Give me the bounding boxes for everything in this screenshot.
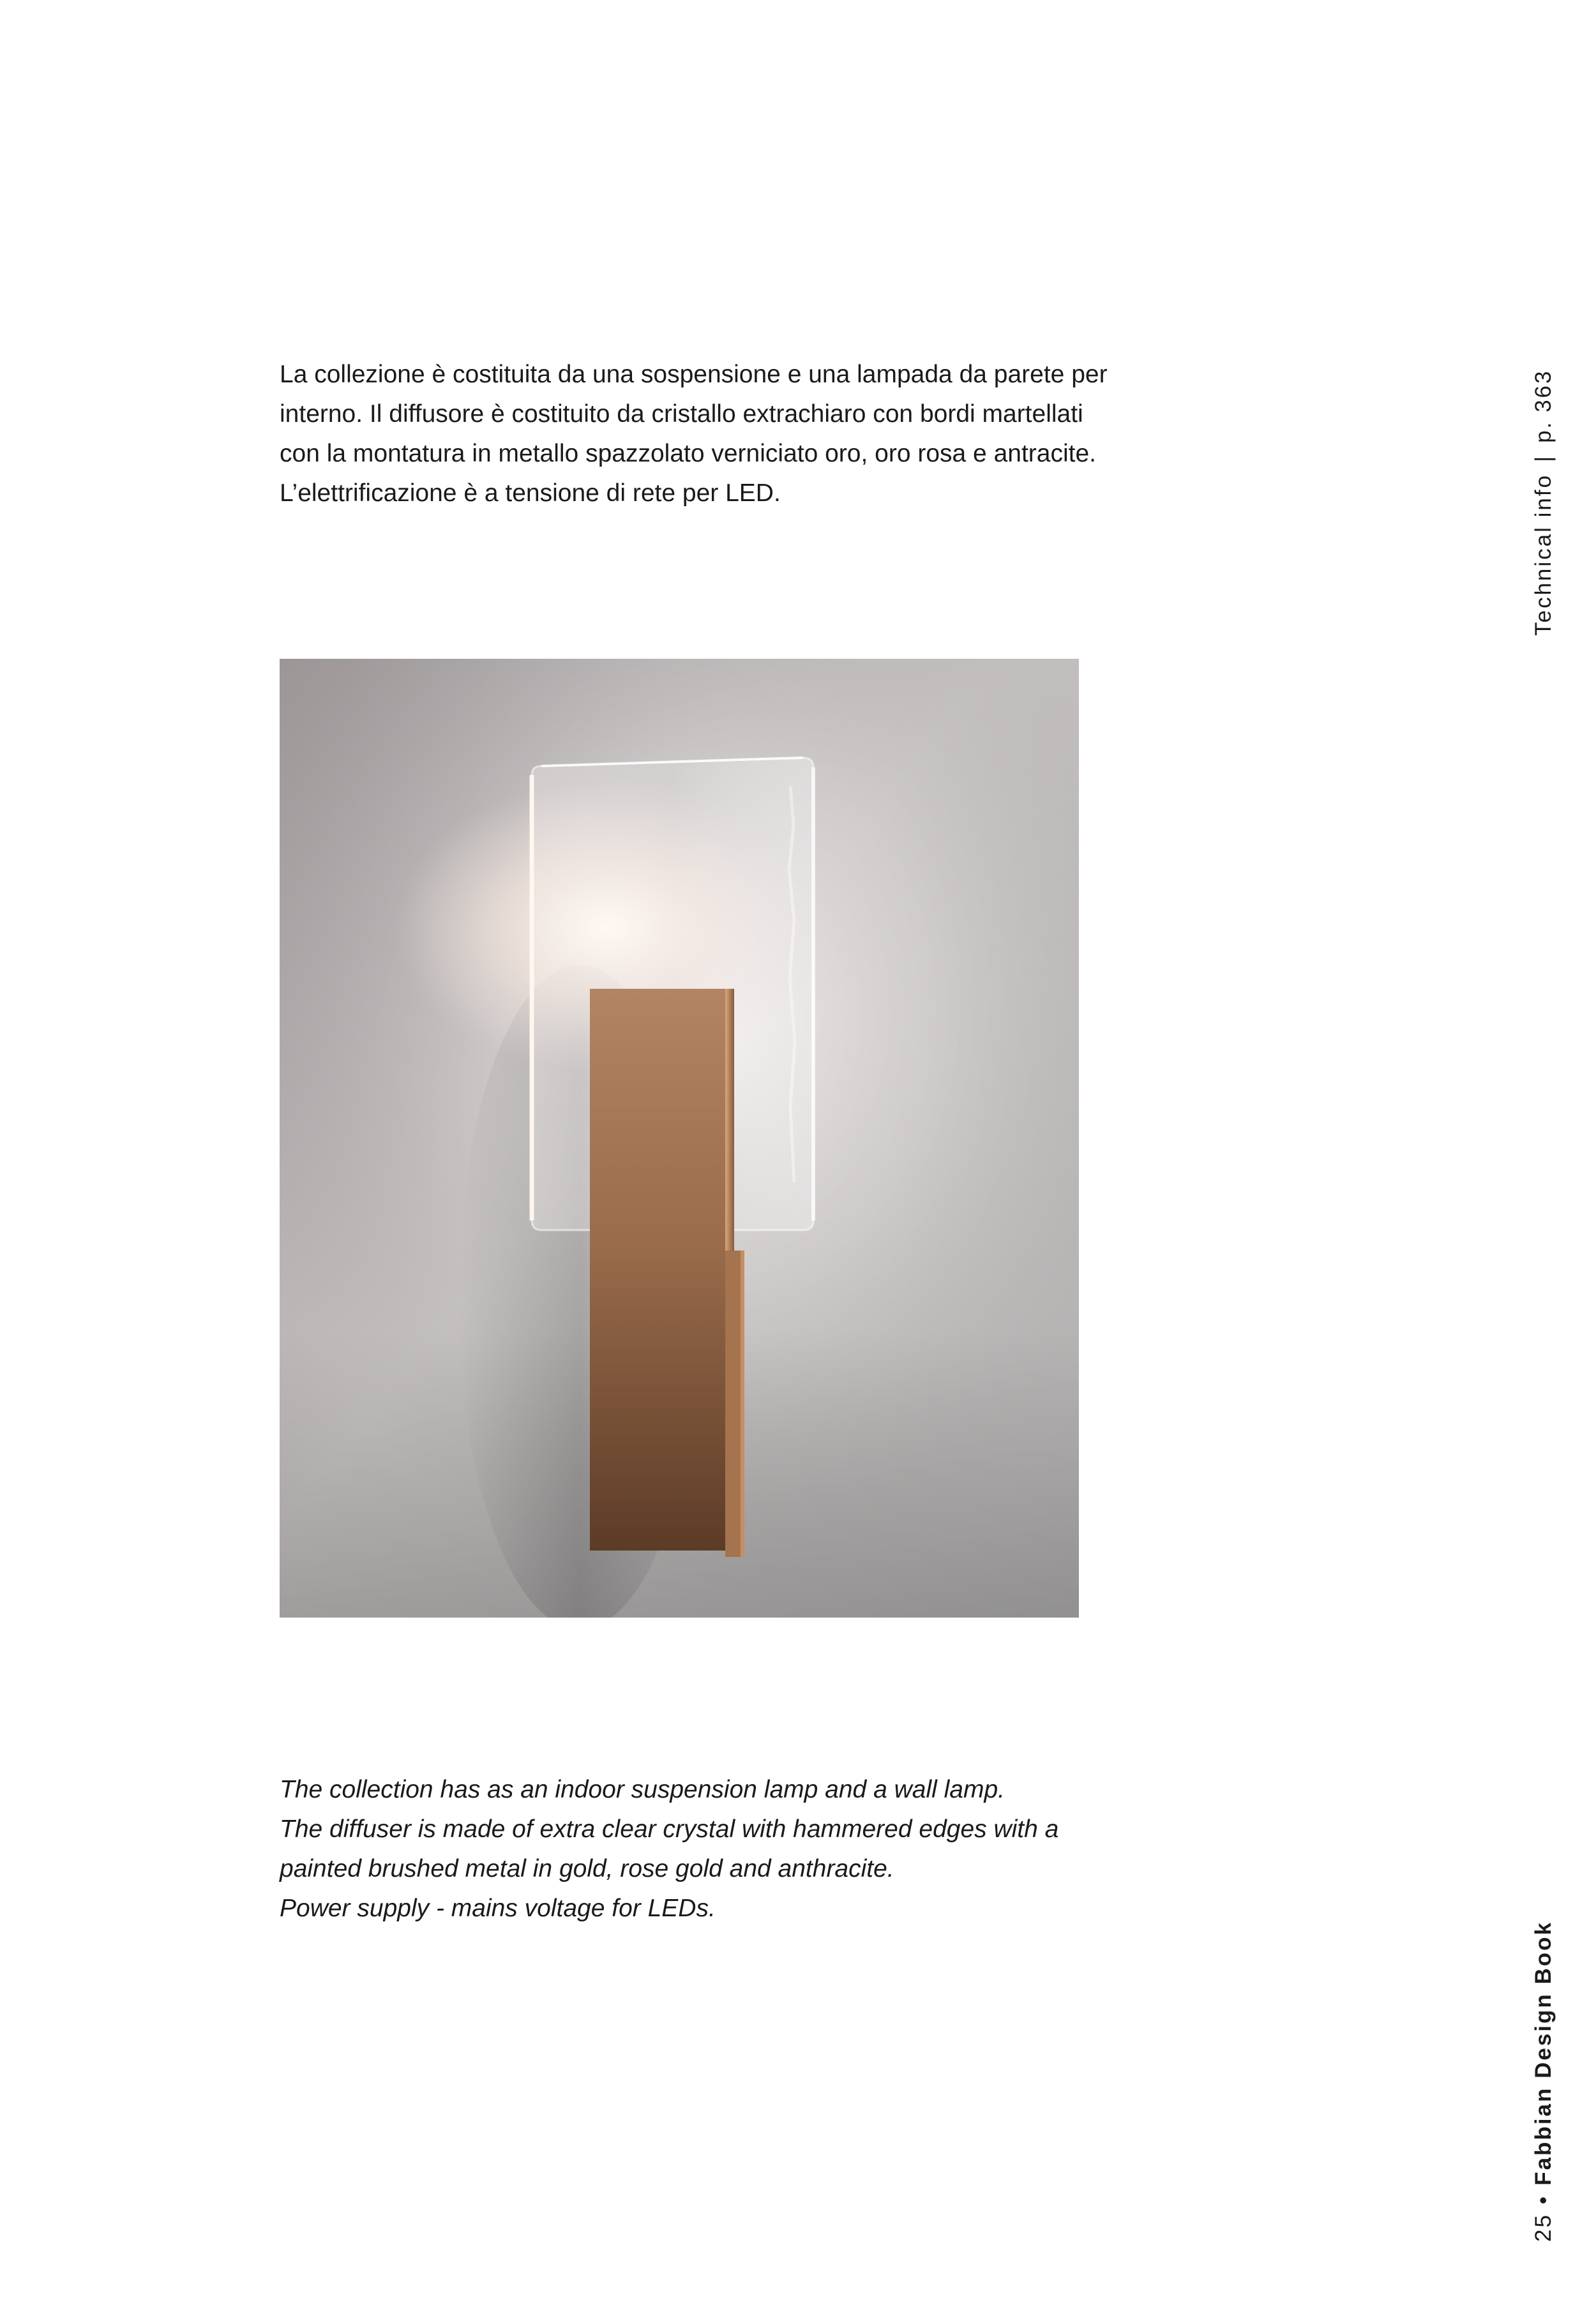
italian-line-2: interno. Il diffusore è costituito da cristallo extrachiaro con bordi martellati	[280, 400, 1083, 428]
english-line-3: painted brushed metal in gold, rose gold and anthracite.	[280, 1855, 894, 1882]
metal-mount-front	[590, 989, 725, 1551]
page-number: 25	[1531, 2213, 1556, 2242]
footer-bullet: •	[1531, 2194, 1556, 2205]
english-line-1: The collection has as an indoor suspension lamp and a wall lamp.	[280, 1776, 1005, 1803]
metal-mount-side-lower-edge	[741, 1251, 744, 1557]
english-line-4: Power supply - mains voltage for LEDs.	[280, 1895, 716, 1922]
page-footer	[1531, 1921, 1556, 2242]
english-description	[280, 1770, 1173, 1928]
technical-info-header	[1531, 370, 1556, 636]
wall-lamp-photo	[280, 659, 1079, 1618]
header-separator: |	[1531, 454, 1556, 462]
italian-line-1: La collezione è costituita da una sospensione e una lampada da parete per	[280, 361, 1108, 388]
metal-mount-side-lower	[725, 1251, 743, 1557]
italian-line-3: con la montatura in metallo spazzolato verniciato oro, oro rosa e antracite.	[280, 440, 1097, 467]
metal-mount-side-upper	[725, 989, 734, 1251]
english-line-2: The diffuser is made of extra clear crystal with hammered edges with a	[280, 1815, 1059, 1843]
section-label: Technical info	[1531, 473, 1556, 636]
italian-description	[280, 355, 1173, 513]
italian-line-4: L’elettrificazione è a tensione di rete per LED.	[280, 479, 781, 507]
brand-title: Fabbian Design Book	[1531, 1920, 1556, 2186]
page-reference: p. 363	[1531, 369, 1556, 443]
